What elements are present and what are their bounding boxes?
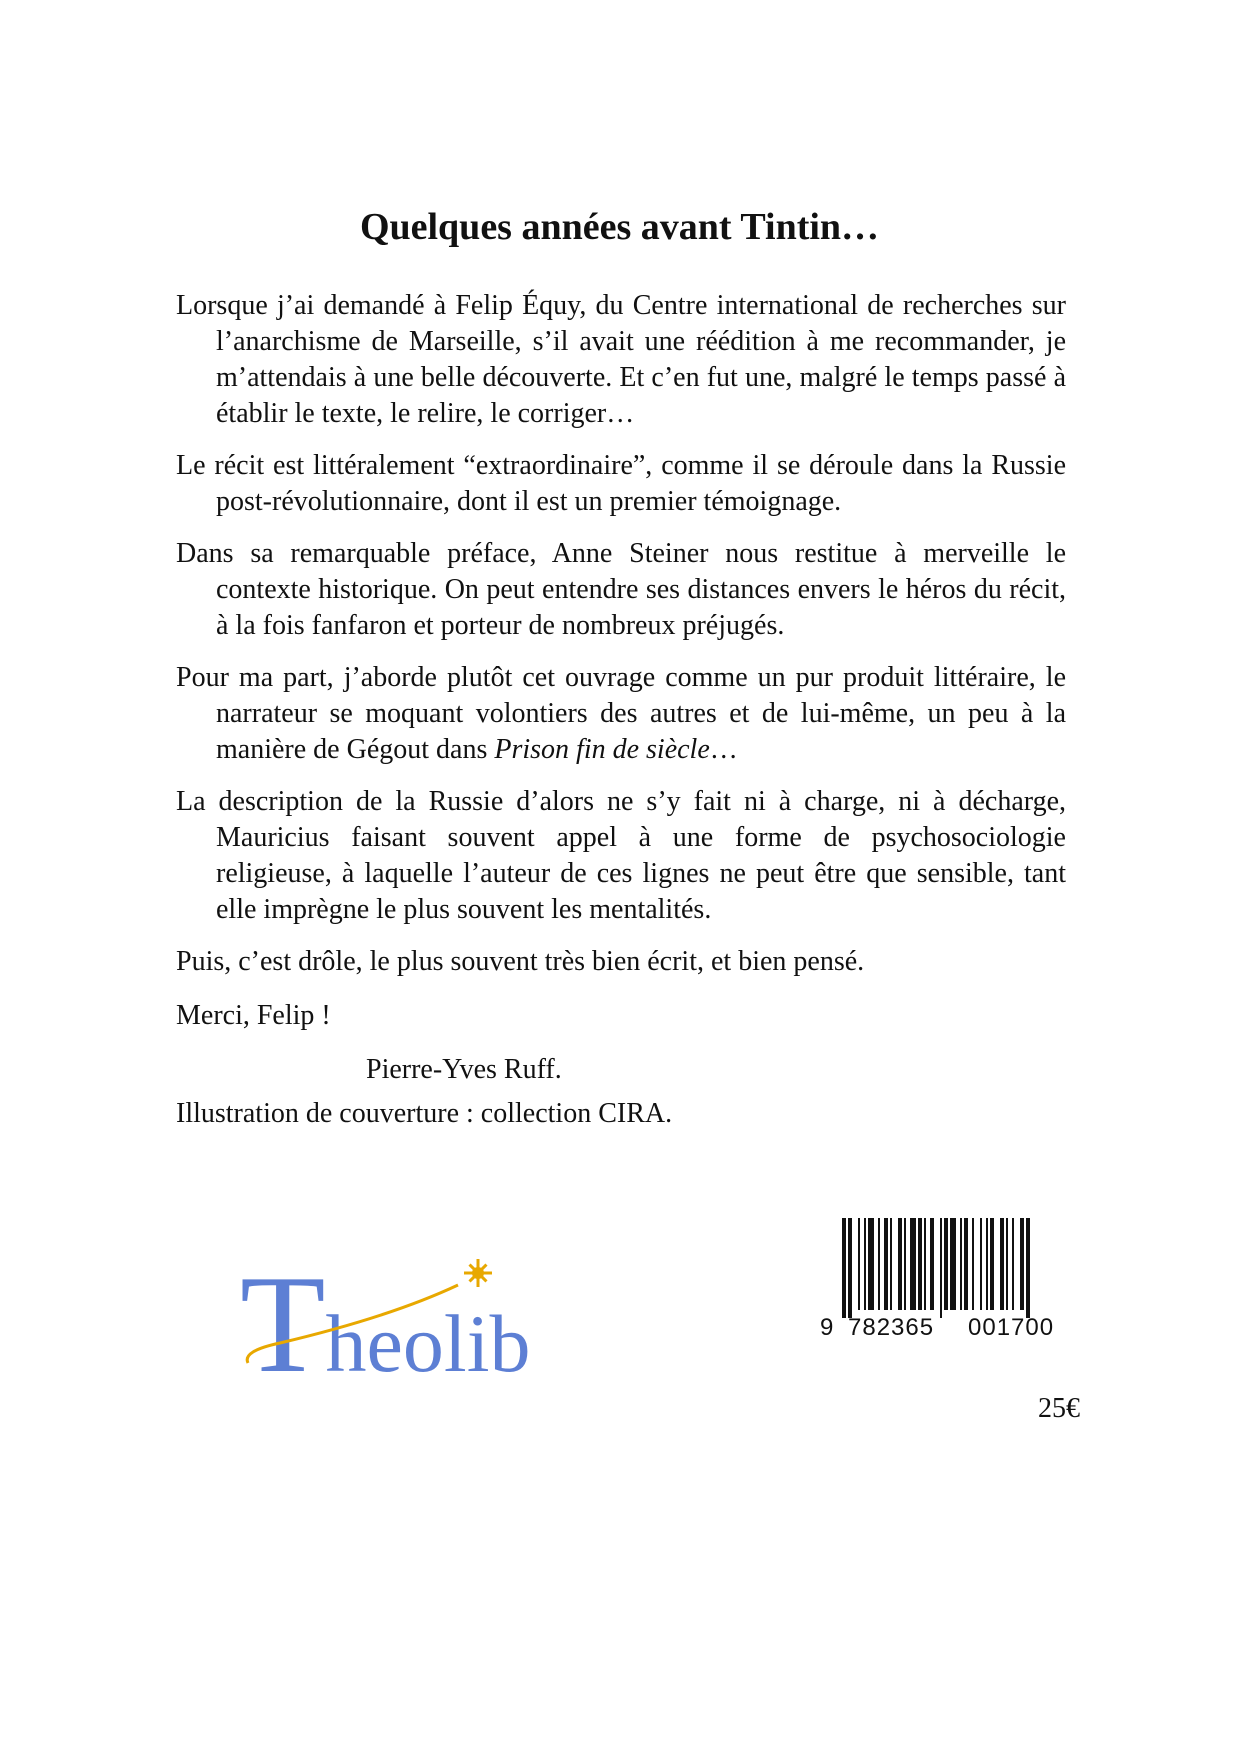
barcode-bars	[820, 1218, 1082, 1318]
paragraph-4	[176, 660, 1066, 768]
barcode-bar	[1006, 1218, 1008, 1310]
logo-rest: heolib	[325, 1298, 531, 1389]
paragraph-4-end: …	[709, 734, 738, 765]
barcode-bar	[910, 1218, 916, 1310]
logo-swoosh-icon	[240, 1255, 570, 1385]
publisher-logo	[240, 1247, 570, 1402]
paragraph-1: Lorsque j’ai demandé à Felip Équy, du Centre international de recherches sur l’anarchisme de Marseille, s’il avait une réédition à me recommander, je m’attendais à une belle découverte. Et c’en fut une, malgré le temps passé à établir le texte, le relire, le corriger…	[176, 290, 1066, 429]
barcode-bar	[878, 1218, 880, 1310]
barcode-bar	[990, 1218, 994, 1310]
paragraph-2: Le récit est littéralement “extraordinaire”, comme il se déroule dans la Russie post-révolutionnaire, dont il est un premier témoignage.	[176, 450, 1066, 517]
barcode-bar	[944, 1218, 948, 1310]
paragraph-5: La description de la Russie d’alors ne s’y fait ni à charge, ni à décharge, Mauricius faisant souvent appel à une forme de psychosociologie religieuse, à laquelle l’auteur de ces lignes ne peut être que sensible, tant elle imprègne le plus souvent les mentalités.	[176, 786, 1066, 925]
barcode-bar	[950, 1218, 956, 1310]
paragraph-7: Merci, Felip !	[176, 1000, 331, 1031]
barcode-first-digit: 9	[820, 1314, 835, 1341]
barcode-bar	[924, 1218, 926, 1310]
isbn-barcode	[820, 1218, 1082, 1348]
barcode-bar	[868, 1218, 874, 1310]
page-title: Quelques années avant Tintin…	[359, 206, 880, 248]
barcode-bar	[1026, 1218, 1030, 1318]
book-title-italic: Prison fin de siècle	[494, 734, 710, 765]
paragraph-6: Puis, c’est drôle, le plus souvent très bien écrit, et bien pensé.	[176, 946, 865, 977]
barcode-bar	[858, 1218, 860, 1310]
paragraph-3: Dans sa remarquable préface, Anne Steiner nous restitue à merveille le contexte historique. On peut entendre ses distances envers le héros du récit, à la fois fanfaron et porteur de nombreux préjugés.	[176, 538, 1066, 641]
paragraph-4-start: Pour ma part, j’aborde plutôt cet ouvrage comme un pur produit littéraire, le narrateur se moquant volontiers des autres et de lui-même, un peu à la manière de Gégout dans	[176, 662, 1066, 765]
barcode-bar	[930, 1218, 934, 1310]
barcode-bar	[972, 1218, 974, 1310]
back-cover-text	[176, 288, 1066, 1132]
barcode-bar	[960, 1218, 962, 1310]
logo-initial: T	[240, 1247, 326, 1402]
barcode-bar	[904, 1218, 906, 1310]
barcode-bar	[842, 1218, 846, 1318]
barcode-bar	[1000, 1218, 1004, 1310]
barcode-bar	[884, 1218, 888, 1310]
barcode-bar	[940, 1218, 942, 1318]
price: 25€	[1038, 1393, 1080, 1424]
barcode-bar	[980, 1218, 982, 1310]
barcode-group-1: 782365	[848, 1314, 935, 1341]
barcode-bar	[864, 1218, 866, 1310]
barcode-bar	[964, 1218, 968, 1310]
barcode-bar	[898, 1218, 902, 1310]
barcode-bar	[1012, 1218, 1014, 1310]
barcode-bar	[986, 1218, 988, 1310]
barcode-group-2: 001700	[968, 1314, 1055, 1341]
signature: Pierre-Yves Ruff.	[366, 1054, 562, 1085]
barcode-bar	[1020, 1218, 1024, 1310]
barcode-bar	[918, 1218, 922, 1310]
barcode-bar	[848, 1218, 852, 1318]
barcode-bar	[890, 1218, 892, 1310]
cover-credit: Illustration de couverture : collection CIRA.	[176, 1098, 673, 1129]
